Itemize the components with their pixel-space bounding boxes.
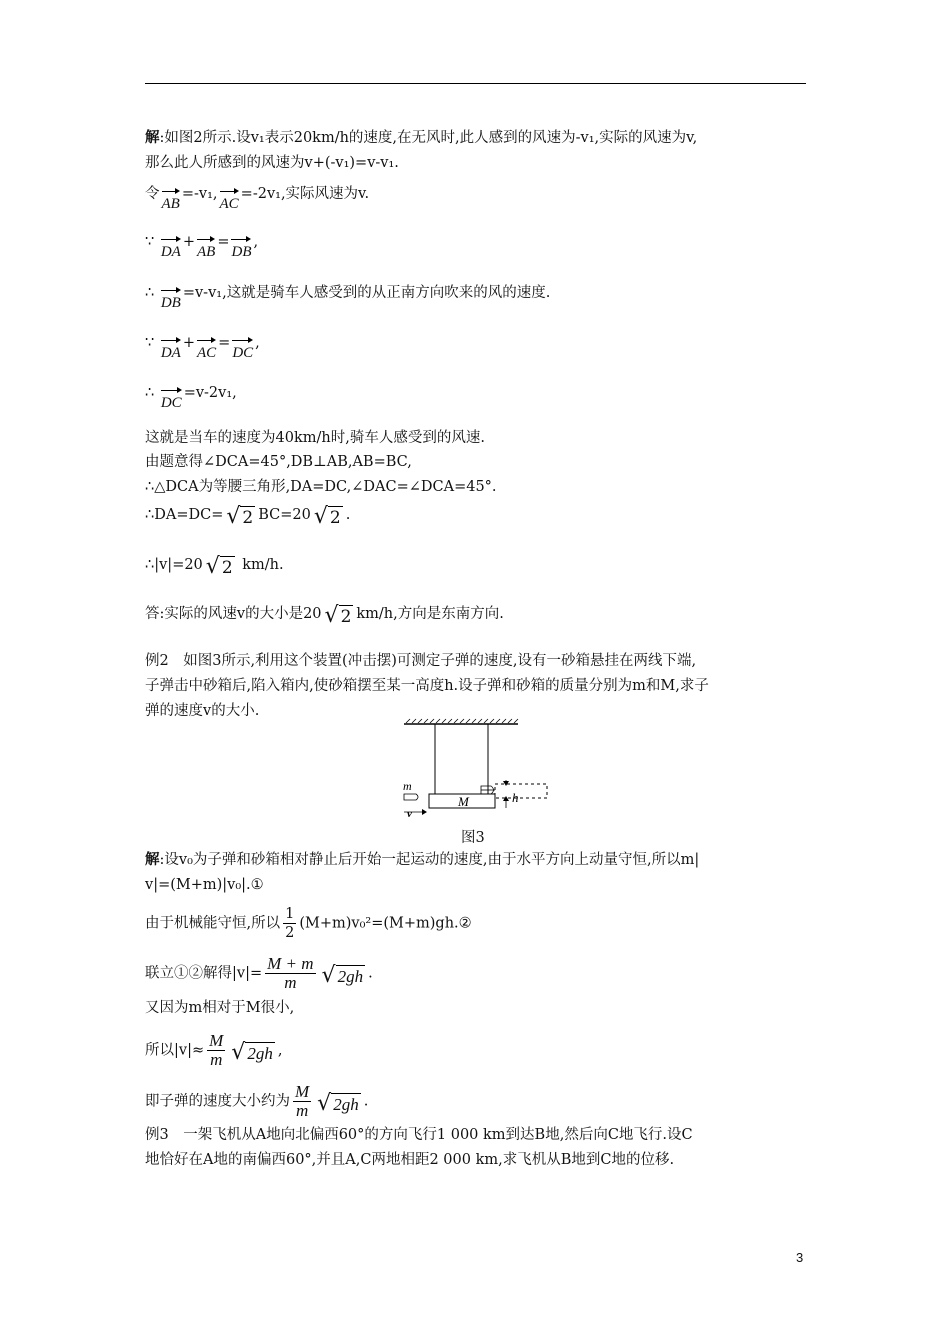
sol2-line-3: 由于机械能守恒,所以 $\frac{1}{2}$ (M+m)v₀²=(M+m)gh.②: [145, 906, 472, 941]
fraction-M-over-m: $\frac{M}{m}$: [209, 1031, 224, 1069]
fraction-M-over-m: $\frac{M}{m}$: [295, 1082, 310, 1120]
fraction-half: $\frac{1}{2}$: [285, 906, 295, 941]
vector-ac: AC: [220, 188, 239, 214]
sol1-line-2: 那么此人所感到的风速为v+(-v₁)=v-v₁.: [145, 155, 399, 171]
ex2-line-1: 例2 如图3所示,利用这个装置(冲击摆)可测定子弹的速度,设有一砂箱悬挂在两线下端,: [145, 653, 697, 669]
sol1-line-7: ∴ DC=v-2v₁,: [145, 385, 237, 411]
sol2-line-7: 即子弹的速度大小约为 $\frac{M}{m}$ √ 2gh .: [145, 1082, 369, 1120]
sol1-line-1: 解:如图2所示.设v₁表示20km/h的速度,在无风时,此人感到的风速为-v₁,实际的风速为v,: [145, 129, 698, 146]
sol1-line-10: ∴△DCA为等腰三角形,DA=DC,∠DAC=∠DCA=45°.: [145, 479, 497, 495]
velocity-arrow: [422, 809, 427, 815]
sqrt-2gh: √ 2gh: [317, 1090, 359, 1116]
figure-caption: 图3: [461, 830, 485, 846]
header-rule: [145, 83, 806, 84]
sol2-label: 解: [145, 851, 160, 868]
sol2-line-2: v|=(M+m)|v₀|.①: [145, 877, 264, 893]
sol1-line-3: 令AB=-v₁,AC=-2v₁,实际风速为v.: [145, 186, 370, 212]
ex2-line-2: 子弹击中砂箱后,陷入箱内,使砂箱摆至某一高度h.设子弹和砂箱的质量分别为m和M,求子: [145, 678, 709, 694]
sol1-line-9: 由题意得∠DCA=45°,DB⊥AB,AB=BC,: [145, 454, 412, 470]
label-m: m: [403, 779, 412, 793]
label-M: M: [458, 794, 469, 809]
ex2-line-3: 弹的速度v的大小.: [145, 703, 260, 719]
vector-dc: DC: [161, 387, 182, 413]
ceiling: [404, 719, 518, 724]
sol1-line-4: ∵ DA+AB=DB,: [145, 234, 259, 260]
sqrt-2: √ 2: [205, 554, 233, 579]
sol2-line-6: 所以|v|≈ $\frac{M}{m}$ √ 2gh ,: [145, 1031, 283, 1069]
sol2-line-5: 又因为m相对于M很小,: [145, 1000, 295, 1016]
raised-box-outline: [495, 784, 547, 798]
page-number: 3: [796, 1250, 804, 1265]
bullet: [404, 794, 418, 800]
sol1-line-8: 这就是当车的速度为40km/h时,骑车人感受到的风速.: [145, 430, 485, 446]
vector-da: DA: [161, 337, 181, 363]
vector-db: DB: [161, 287, 181, 313]
vector-ab: AB: [162, 188, 180, 214]
sol1-answer: 答:实际的风速v的大小是20 √ 2 km/h,方向是东南方向.: [145, 603, 504, 628]
ex3-line-2: 地恰好在A地的南偏西60°,并且A,C两地相距2 000 km,求飞机从B地到C地的位移.: [145, 1152, 675, 1168]
sqrt-2: √ 2: [226, 504, 254, 529]
ex3-line-1: 例3 一架飞机从A地向北偏西60°的方向飞行1 000 km到达B地,然后向C地飞行.设C: [145, 1127, 693, 1143]
label-h: h: [512, 790, 519, 805]
vector-db: DB: [231, 236, 251, 262]
vector-dc: DC: [232, 337, 253, 363]
vector-ac: AC: [197, 337, 216, 363]
sqrt-2gh: √ 2gh: [321, 962, 364, 988]
sol1-label: 解: [145, 129, 160, 146]
sol1-line-6: ∵ DA+AC=DC,: [145, 335, 260, 361]
sol1-line-11: ∴DA=DC= √ 2 BC=20 √ 2 .: [145, 504, 351, 529]
sol2-line-1: 解:设v₀为子弹和砂箱相对静止后开始一起运动的速度,由于水平方向上动量守恒,所以m|: [145, 851, 700, 868]
vector-da: DA: [161, 236, 181, 262]
sqrt-2: √ 2: [324, 603, 352, 628]
sol1-line-5: ∴ DB=v-v₁,这就是骑车人感受到的从正南方向吹来的风的速度.: [145, 285, 551, 311]
sqrt-2gh: √ 2gh: [231, 1039, 273, 1065]
vector-ab: AB: [197, 236, 215, 262]
fraction-mass-ratio: $\frac{M + m}{m}$: [267, 954, 314, 992]
ballistic-pendulum-figure: [398, 718, 558, 818]
sol1-line-12: ∴|v|=20 √ 2 km/h.: [145, 554, 284, 579]
sol2-line-4: 联立①②解得|v|= $\frac{M + m}{m}$ √ 2gh .: [145, 954, 373, 992]
sqrt-2: √ 2: [313, 504, 341, 529]
label-v: v: [407, 808, 412, 818]
